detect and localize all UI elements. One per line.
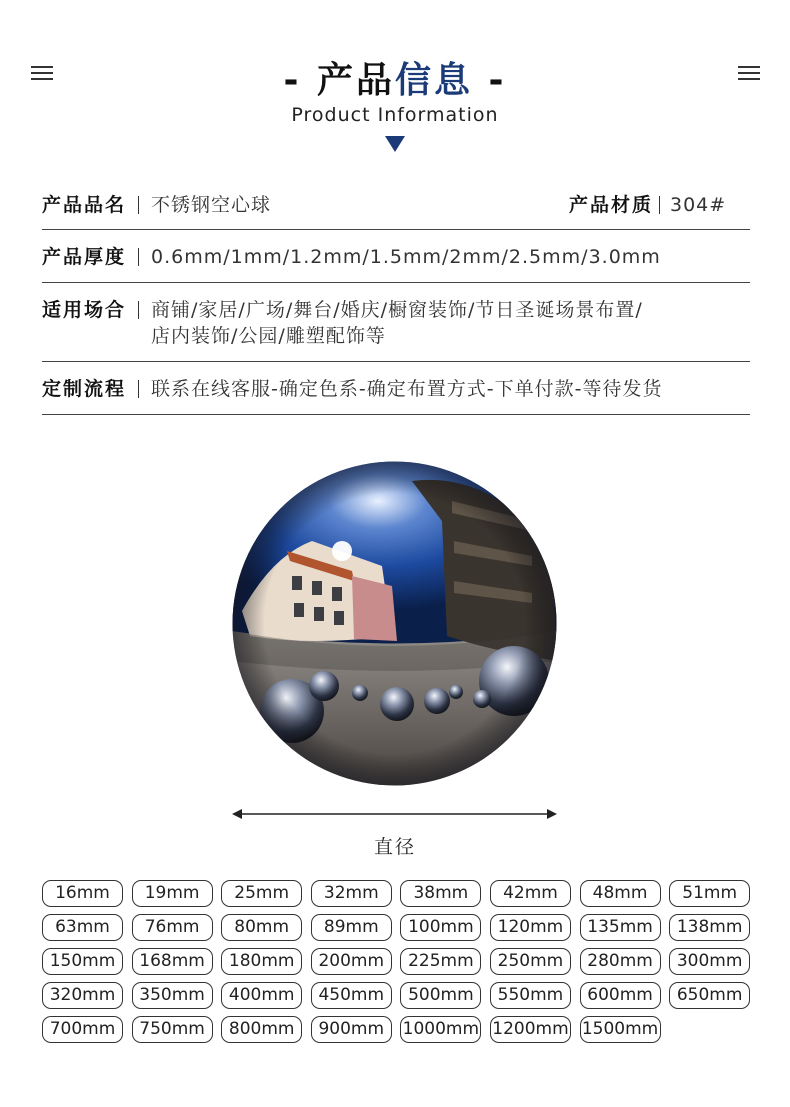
title-prefix: - 产品 xyxy=(283,60,395,101)
double-arrow-icon xyxy=(232,807,557,821)
usage-line-2: 店内装饰/公园/雕塑配饰等 xyxy=(151,325,386,347)
process-label: 定制流程 xyxy=(42,378,127,400)
size-option[interactable]: 51mm xyxy=(669,880,750,907)
page-subtitle: Product Information xyxy=(291,104,499,126)
product-sphere-image xyxy=(232,461,557,786)
triangle-down-icon xyxy=(385,136,405,152)
thickness-label: 产品厚度 xyxy=(42,246,127,268)
size-option[interactable]: 500mm xyxy=(400,982,481,1009)
size-option[interactable]: 450mm xyxy=(311,982,392,1009)
title-accent: 信息 xyxy=(394,60,473,101)
usage-label: 适用场合 xyxy=(42,299,127,321)
size-option[interactable]: 200mm xyxy=(311,948,392,975)
size-option[interactable]: 250mm xyxy=(490,948,571,975)
size-option[interactable]: 600mm xyxy=(580,982,661,1009)
size-option[interactable]: 180mm xyxy=(221,948,302,975)
divider xyxy=(138,380,139,398)
name-value: 不锈钢空心球 xyxy=(151,194,272,216)
divider xyxy=(138,301,139,319)
size-option[interactable]: 280mm xyxy=(580,948,661,975)
size-option[interactable]: 16mm xyxy=(42,880,123,907)
spec-row-usage xyxy=(42,283,750,362)
size-option[interactable]: 63mm xyxy=(42,914,123,941)
size-option[interactable]: 38mm xyxy=(400,880,481,907)
process-value: 联系在线客服-确定色系-确定布置方式-下单付款-等待发货 xyxy=(151,378,663,400)
size-option[interactable]: 800mm xyxy=(221,1016,302,1043)
diameter-arrow xyxy=(232,806,557,820)
size-option[interactable]: 225mm xyxy=(400,948,481,975)
steel-ball-illustration xyxy=(232,461,557,786)
size-option[interactable]: 168mm xyxy=(132,948,213,975)
size-option[interactable]: 80mm xyxy=(221,914,302,941)
size-option[interactable]: 550mm xyxy=(490,982,571,1009)
size-option[interactable]: 300mm xyxy=(669,948,750,975)
size-option[interactable]: 650mm xyxy=(669,982,750,1009)
page-title xyxy=(0,58,790,104)
usage-value xyxy=(151,297,643,349)
spec-row-process xyxy=(42,362,750,415)
divider xyxy=(138,196,139,214)
size-option[interactable]: 400mm xyxy=(221,982,302,1009)
spec-row-thickness xyxy=(42,230,750,283)
size-option[interactable]: 120mm xyxy=(490,914,571,941)
size-option[interactable]: 135mm xyxy=(580,914,661,941)
usage-line-1: 商铺/家居/广场/舞台/婚庆/橱窗装饰/节日圣诞场景布置/ xyxy=(151,299,643,321)
title-suffix: - xyxy=(473,60,507,101)
divider xyxy=(138,248,139,266)
size-option[interactable]: 350mm xyxy=(132,982,213,1009)
size-option[interactable]: 19mm xyxy=(132,880,213,907)
spec-row-name xyxy=(42,180,750,230)
size-option[interactable]: 700mm xyxy=(42,1016,123,1043)
size-option[interactable]: 42mm xyxy=(490,880,571,907)
divider xyxy=(659,196,660,214)
size-option[interactable]: 1200mm xyxy=(490,1016,571,1043)
size-grid xyxy=(42,880,754,1043)
material-label: 产品材质 xyxy=(568,194,653,216)
size-option[interactable]: 750mm xyxy=(132,1016,213,1043)
section-header xyxy=(0,58,790,152)
size-option[interactable]: 150mm xyxy=(42,948,123,975)
spec-table xyxy=(42,180,750,415)
size-option[interactable]: 1000mm xyxy=(400,1016,481,1043)
size-option[interactable]: 320mm xyxy=(42,982,123,1009)
size-option[interactable]: 32mm xyxy=(311,880,392,907)
size-option[interactable]: 100mm xyxy=(400,914,481,941)
size-option[interactable]: 25mm xyxy=(221,880,302,907)
size-option[interactable]: 89mm xyxy=(311,914,392,941)
size-option[interactable]: 138mm xyxy=(669,914,750,941)
size-option[interactable]: 76mm xyxy=(132,914,213,941)
thickness-value: 0.6mm/1mm/1.2mm/1.5mm/2mm/2.5mm/3.0mm xyxy=(151,246,661,268)
name-label: 产品品名 xyxy=(42,194,127,216)
size-option[interactable]: 48mm xyxy=(580,880,661,907)
size-option[interactable]: 900mm xyxy=(311,1016,392,1043)
diameter-label: 直径 xyxy=(373,836,416,858)
material-value: 304# xyxy=(670,194,727,216)
size-option[interactable]: 1500mm xyxy=(580,1016,661,1043)
